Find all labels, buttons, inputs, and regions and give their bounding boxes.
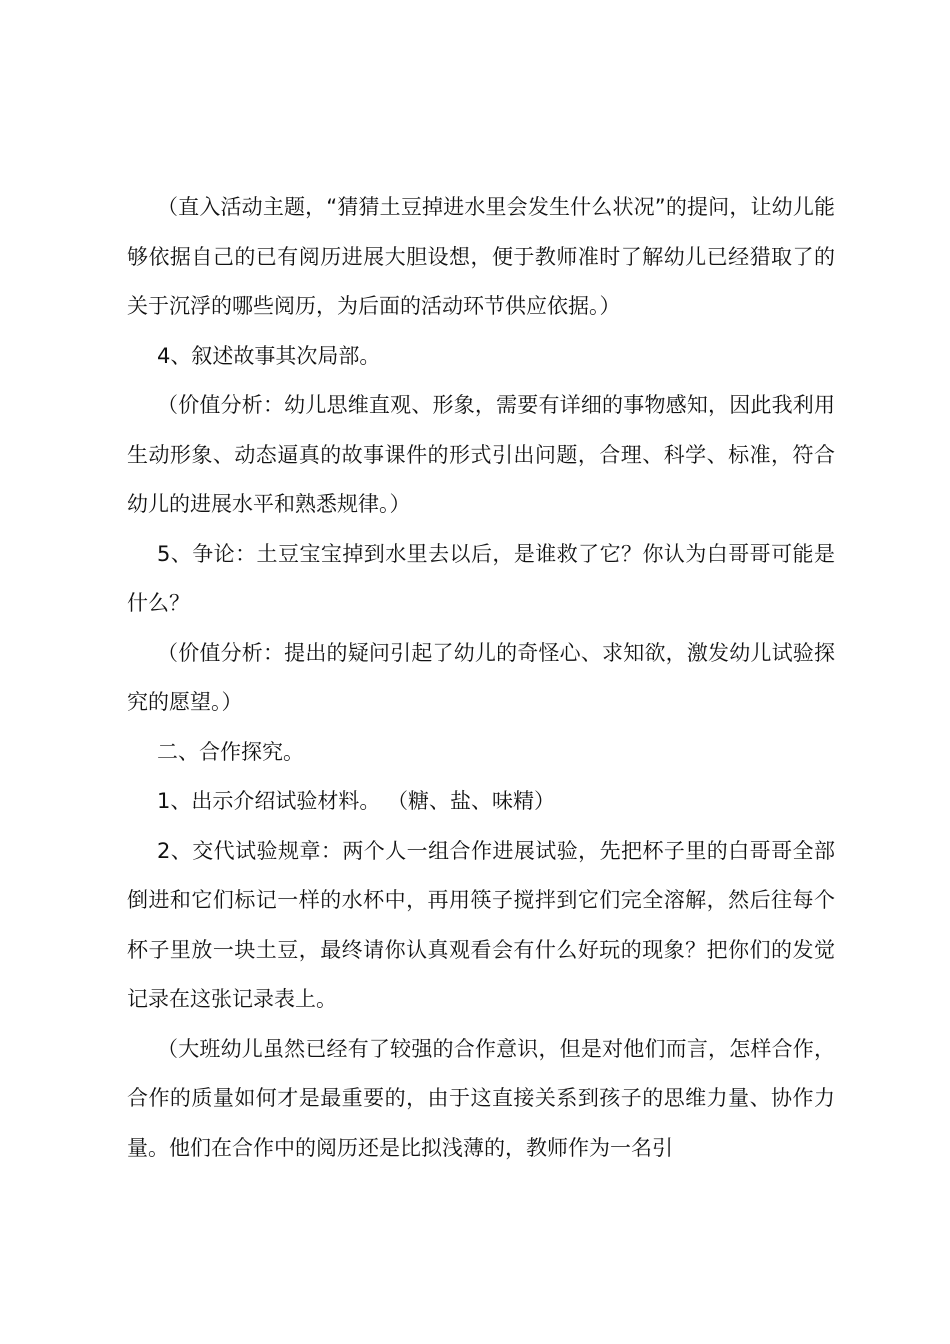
paragraph-1-commentary: （直入活动主题，“猜猜土豆掉进水里会发生什么状况”的提问，让幼儿能够依据自己的已有阅历进展大胆设想，便于教师准时了解幼儿已经猎取了的关于沉浮的哪些阅历，为后面的活动环节供应依据。） [127, 195, 835, 318]
paragraph-4-step-5: 5、争论：土豆宝宝掉到水里去以后，是谁救了它？你认为白哥哥可能是什么？ [127, 541, 835, 615]
paragraph-7-step-1: 1、出示介绍试验材料。 （糖、盐、味精） [157, 789, 556, 813]
paragraph-9-commentary: （大班幼儿虽然已经有了较强的合作意识，但是对他们而言，怎样合作，合作的质量如何才是最重要的，由于这直接关系到孩子的思维力量、协作力量。他们在合作中的阅历还是比拟浅薄的，教师作为一名引 [127, 1036, 835, 1160]
paragraph-5-value-analysis: （价值分析：提出的疑问引起了幼儿的奇怪心、求知欲，激发幼儿试验探究的愿望。） [127, 640, 835, 714]
paragraph-6-section-heading: 二、合作探究。 [157, 739, 304, 764]
paragraph-2-step-4: 4、叙述故事其次局部。 [157, 343, 381, 368]
paragraph-8-step-2: 2、交代试验规章：两个人一组合作进展试验，先把杯子里的白哥哥全部倒进和它们标记一样的水杯中，再用筷子搅拌到它们完全溶解，然后往每个杯子里放一块土豆，最终请你认真观看会有什么好玩的现象？把你们的发觉记录在这张记录表上。 [127, 838, 835, 1011]
paragraph-3-value-analysis: （价值分析：幼儿思维直观、形象，需要有详细的事物感知，因此我利用生动形象、动态逼真的故事课件的形式引出问题，合理、科学、标准，符合幼儿的进展水平和熟悉规律。） [127, 393, 835, 516]
document-body [127, 183, 835, 1173]
